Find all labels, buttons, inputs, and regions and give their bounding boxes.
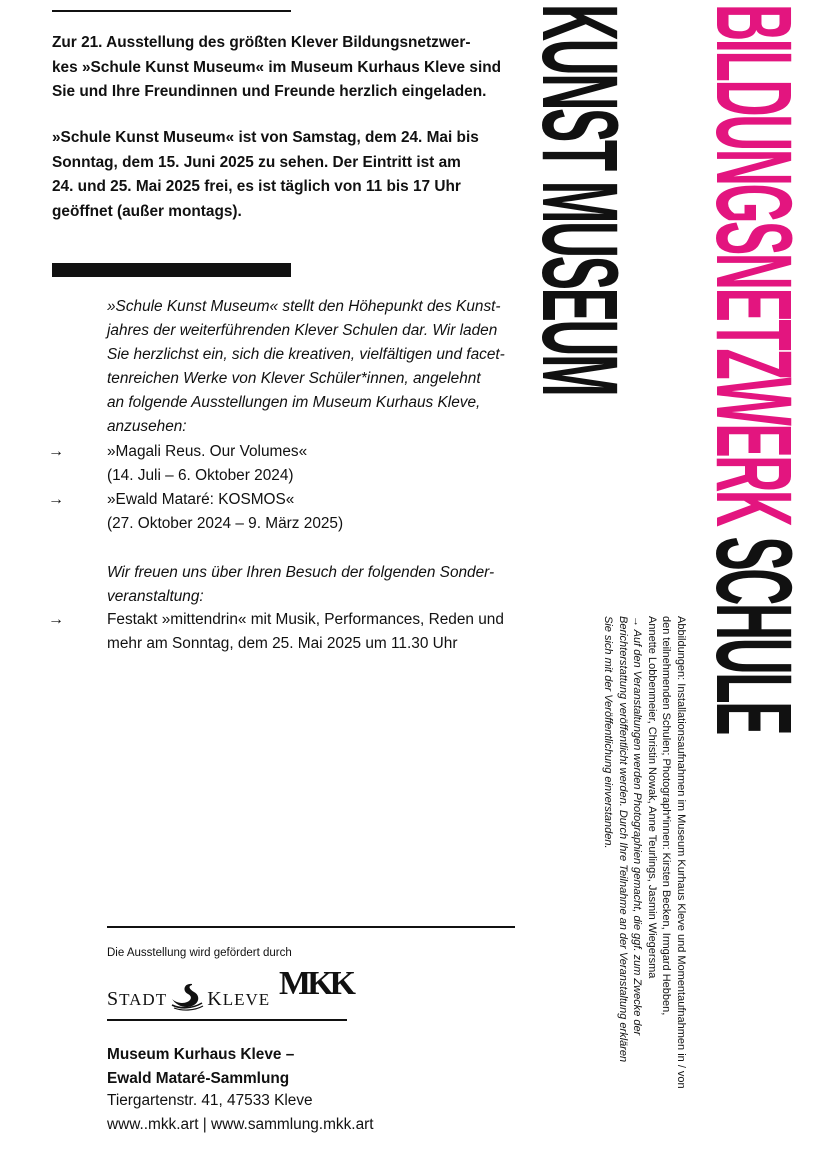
credit-line: den teilnehmenden Schulen; Photograph*innen: Kirsten Becken, Irmgard Hebben, bbox=[660, 616, 673, 1016]
top-rule bbox=[52, 10, 291, 12]
photo-note-line: Berichterstattung veröffentlicht werden. Durch Ihre Teilnahme an der Veranstaltung erklären bbox=[616, 616, 629, 1063]
museum-name bbox=[107, 1043, 294, 1091]
intro-line: Zur 21. Ausstellung des größten Klever Bildungsnetzwer- bbox=[52, 34, 471, 51]
exhibition-title: »Ewald Mataré: KOSMOS« bbox=[107, 491, 295, 508]
photo-credits bbox=[600, 616, 688, 1116]
photo-note-line: Sie sich mit der Veröffentlichung einverstanden. bbox=[602, 616, 615, 849]
credit-line: Abbildungen: Installationsaufnahmen im Museum Kurhaus Kleve und Momentaufnahmen in / von bbox=[675, 616, 687, 1089]
lead-line: an folgende Ausstellungen im Museum Kurhaus Kleve, bbox=[107, 394, 481, 411]
lead-line: tenreichen Werke von Klever Schüler*innen, angelehnt bbox=[107, 370, 481, 387]
event-intro-line: Wir freuen uns über Ihren Besuch der folgenden Sonder- bbox=[107, 564, 495, 581]
arrow-icon: → bbox=[48, 611, 64, 628]
event-line: Festakt »mittendrin« mit Musik, Performances, Reden und bbox=[107, 611, 504, 628]
credit-line: Annette Lobbenmeier, Christin Nowak, Anne Teurlings, Jasmin Wiegersma bbox=[645, 616, 658, 979]
vertical-title bbox=[694, 4, 815, 734]
event-intro-line: veranstaltung: bbox=[107, 588, 204, 605]
museum-name-line: Museum Kurhaus Kleve – bbox=[107, 1046, 295, 1063]
logo-letter: K bbox=[207, 988, 223, 1010]
lead-line: anzusehen: bbox=[107, 418, 187, 435]
title-pink: BILDUNGSNETZWERK bbox=[694, 4, 815, 537]
exhibition-title: »Magali Reus. Our Volumes« bbox=[107, 443, 308, 460]
arrow-icon: → bbox=[48, 443, 64, 460]
exhibition-dates: (27. Oktober 2024 – 9. März 2025) bbox=[107, 515, 344, 532]
museum-rule bbox=[107, 1019, 347, 1021]
photo-note-line: → Auf den Veranstaltungen werden Photographien gemacht, die ggf. zum Zwecke der bbox=[631, 616, 644, 1036]
section-bar bbox=[52, 263, 291, 277]
intro-line: Sie und Ihre Freundinnen und Freunde herzlich eingeladen. bbox=[52, 83, 487, 100]
intro-text bbox=[52, 31, 544, 105]
stadt-kleve-logo bbox=[107, 981, 270, 1011]
logo-letter: TADT bbox=[119, 990, 167, 1009]
sponsor-rule bbox=[107, 926, 515, 928]
intro-line: 24. und 25. Mai 2025 frei, es ist täglich von 11 bis 17 Uhr bbox=[52, 178, 461, 195]
event-intro bbox=[107, 561, 547, 609]
website-links[interactable]: www..mkk.art | www.sammlung.mkk.art bbox=[107, 1116, 374, 1133]
arrow-icon: → bbox=[48, 491, 64, 508]
intro-line: »Schule Kunst Museum« ist von Samstag, dem 24. Mai bis bbox=[52, 129, 479, 146]
intro-line: kes »Schule Kunst Museum« im Museum Kurhaus Kleve sind bbox=[52, 58, 502, 76]
intro-line: Sonntag, dem 15. Juni 2025 zu sehen. Der Eintritt ist am bbox=[52, 153, 461, 171]
intro-line: geöffnet (außer montags). bbox=[52, 202, 242, 220]
sponsor-label: Die Ausstellung wird gefördert durch bbox=[107, 947, 292, 959]
museum-address bbox=[107, 1089, 374, 1137]
vertical-subtitle: KUNST MUSEUM bbox=[520, 4, 641, 395]
lead-line: jahres der weiterführenden Klever Schulen dar. Wir laden bbox=[107, 322, 498, 339]
intro-dates-text bbox=[52, 126, 544, 224]
mkk-logo: MKK bbox=[279, 965, 352, 1002]
title-black: SCHULE bbox=[694, 536, 815, 734]
lead-paragraph bbox=[107, 295, 547, 439]
swan-icon bbox=[170, 981, 204, 1011]
logo-letter: S bbox=[107, 988, 120, 1010]
logo-letter: LEVE bbox=[222, 990, 271, 1009]
lead-line: »Schule Kunst Museum« stellt den Höhepunkt des Kunst- bbox=[107, 298, 501, 315]
museum-name-line: Ewald Mataré-Sammlung bbox=[107, 1070, 290, 1087]
lead-line: Sie herzlichst ein, sich die kreativen, vielfältigen und facet- bbox=[107, 346, 505, 363]
street-address: Tiergartenstr. 41, 47533 Kleve bbox=[107, 1092, 313, 1109]
event-line: mehr am Sonntag, dem 25. Mai 2025 um 11.30 Uhr bbox=[107, 635, 458, 652]
exhibition-dates: (14. Juli – 6. Oktober 2024) bbox=[107, 467, 294, 484]
